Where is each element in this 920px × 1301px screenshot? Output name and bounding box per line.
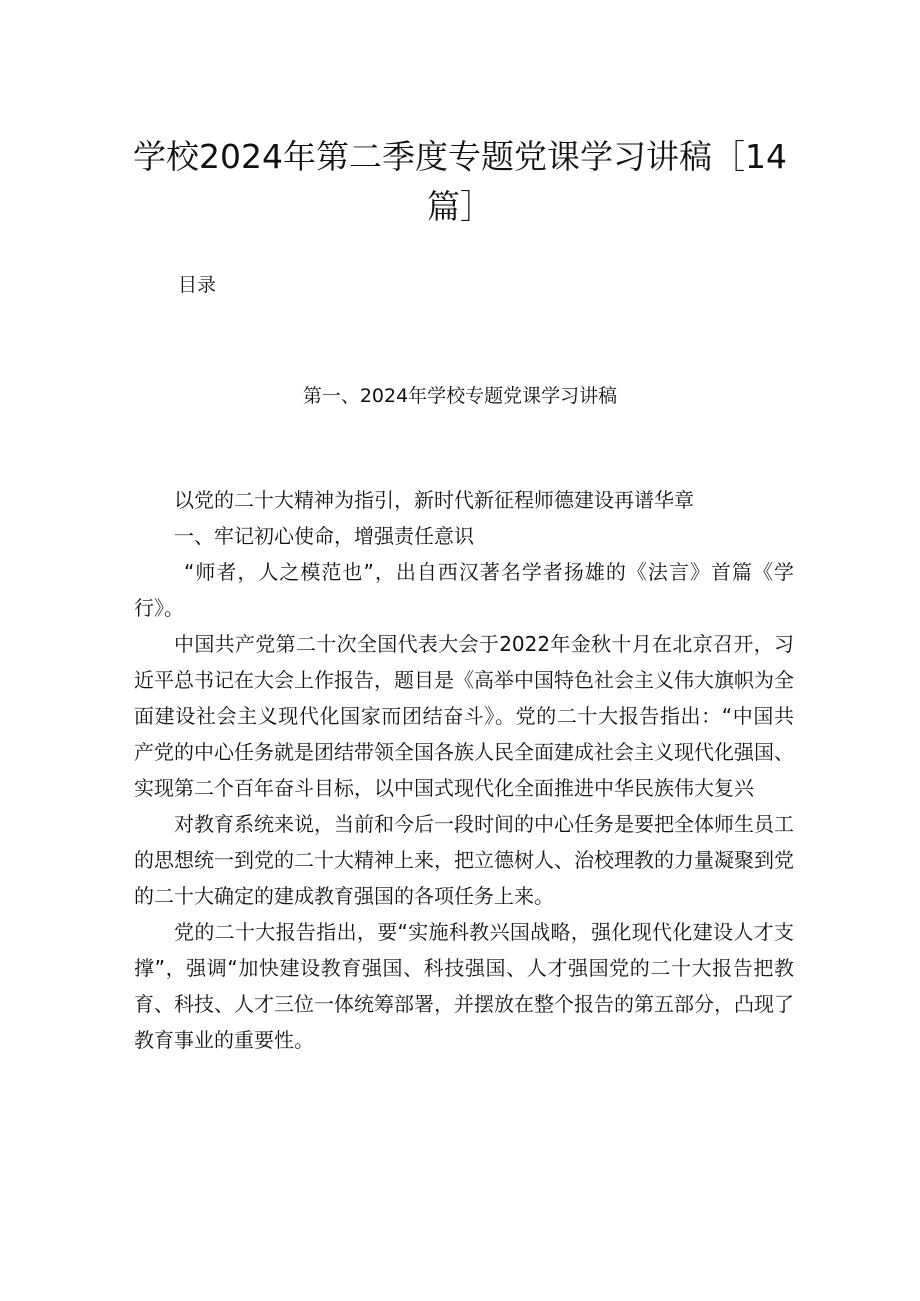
section-heading: 第一、2024年学校专题党课学习讲稿 — [302, 385, 618, 407]
paragraph-subtitle: 以党的二十大精神为指引，新时代新征程师德建设再谱华章 — [174, 488, 694, 512]
paragraph-education-system: 对教育系统来说，当前和今后一段时间的中心任务是要把全体师生员工的思想统一到党的二十大精神上来，把立德树人、治校理教的力量凝聚到党的二十大确定的建成教育强国的各项任务上来。 — [134, 812, 794, 908]
paragraph-quote: “师者，人之模范也”，出自西汉著名学者扬雄的《法言》首篇《学行》。 — [134, 560, 794, 620]
paragraph-heading-1: 一、牢记初心使命，增强责任意识 — [174, 524, 474, 548]
paragraph-report: 党的二十大报告指出，要“实施科教兴国战略，强化现代化建设人才支撑”，强调“加快建设教育强国、科技强国、人才强国党的二十大报告把教育、科技、人才三位一体统筹部署，并摆放在整个报告的第五部分，凸现了教育事业的重要性。 — [134, 920, 794, 1052]
table-of-contents-label: 目录 — [178, 274, 217, 296]
document-title-line-2: 篇］ — [427, 187, 493, 226]
body-text — [134, 482, 794, 1058]
document-title-line-1: 学校2024年第二季度专题党课学习讲稿［14 — [133, 137, 787, 176]
paragraph-congress: 中国共产党第二十次全国代表大会于2022年金秋十月在北京召开，习近平总书记在大会上作报告，题目是《高举中国特色社会主义伟大旗帜为全面建设社会主义现代化国家而团结奋斗》。党的二十大报告指出：“中国共产党的中心任务就是团结带领全国各族人民全面建成社会主义现代化强国、实现第二个百年奋斗目标，以中国式现代化全面推进中华民族伟大复兴 — [134, 632, 794, 800]
document-title — [120, 132, 800, 232]
